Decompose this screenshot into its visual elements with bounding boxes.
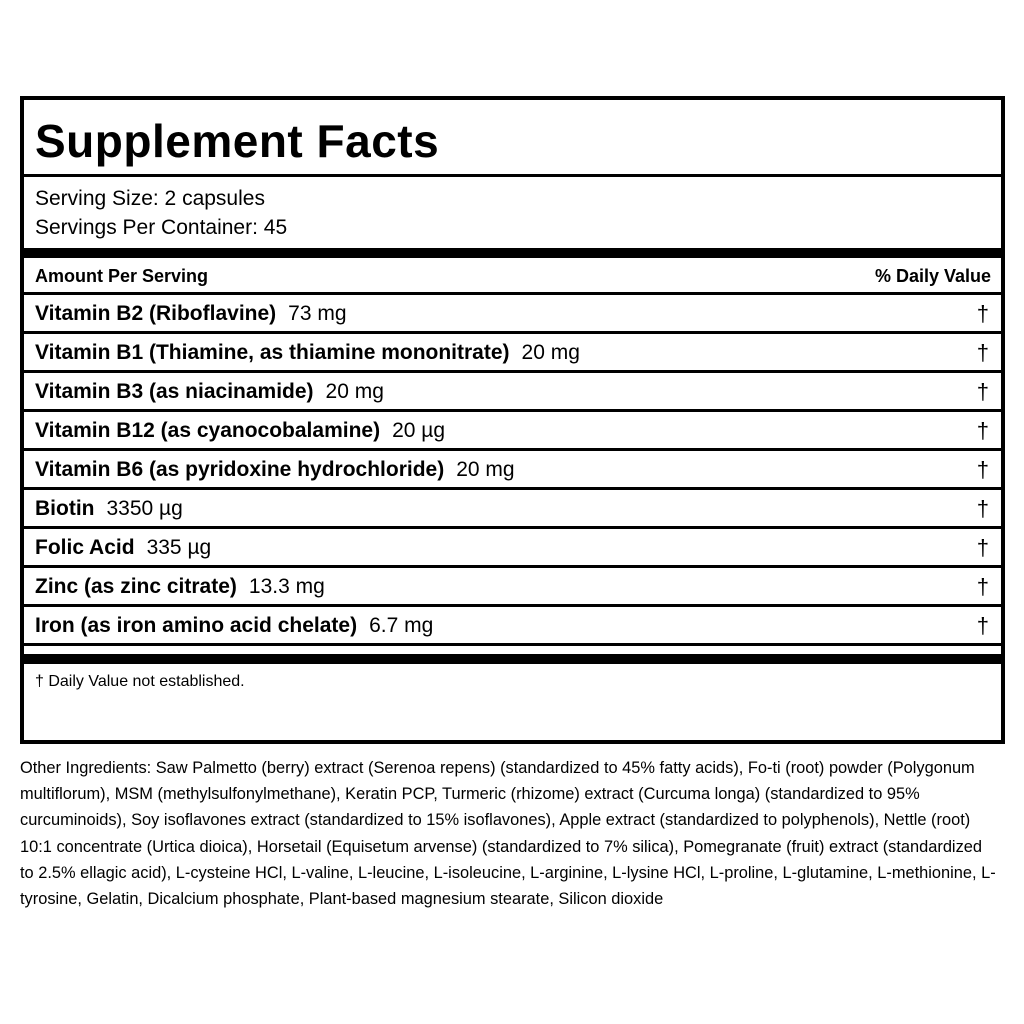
- nutrient-name: Biotin: [35, 497, 95, 520]
- nutrient-name: Vitamin B1 (Thiamine, as thiamine mononitrate): [35, 341, 510, 364]
- nutrient-amount: 20 mg: [456, 458, 515, 481]
- nutrient-row: [24, 334, 1001, 373]
- nutrient-row: [24, 490, 1001, 529]
- daily-value-dagger: †: [976, 301, 989, 326]
- nutrient-name: Iron (as iron amino acid chelate): [35, 614, 358, 637]
- nutrient-row: [24, 412, 1001, 451]
- daily-value-dagger: †: [976, 613, 989, 638]
- nutrient-amount: 6.7 mg: [369, 614, 434, 637]
- daily-value-dagger: †: [976, 574, 989, 599]
- daily-value-dagger: †: [976, 496, 989, 521]
- amount-per-serving-label: Amount Per Serving: [35, 266, 209, 286]
- nutrient-row: [24, 529, 1001, 568]
- serving-info: [24, 177, 1001, 248]
- nutrient-row: [24, 451, 1001, 490]
- nutrient-name: Vitamin B6 (as pyridoxine hydrochloride): [35, 458, 445, 481]
- nutrient-row: [24, 373, 1001, 412]
- nutrient-amount: 3350 µg: [106, 497, 183, 520]
- nutrient-amount: 13.3 mg: [248, 575, 325, 598]
- other-ingredients: Other Ingredients: Saw Palmetto (berry) extract (Serenoa repens) (standardized to 45% fatty acids), Fo-ti (root) powder (Polygonum multiflorum), MSM (methylsulfonylmethane), Keratin PCP, Turmeric (rhizome) extract (Curcuma longa) (standardized to 95% curcuminoids), Soy isoflavones extract (standardized to 15% isoflavones), Apple extract (standardized to polyphenols), Nettle (root) 10:1 concentrate (Urtica dioica), Horsetail (Equisetum arvense) (standardized to 7% silica), Pomegranate (fruit) extract (standardized to 2.5% ellagic acid), L-cysteine HCl, L-valine, L-leucine, L-isoleucine, L-arginine, L-lysine HCl, L-proline, L-glutamine, L-methionine, L-tyrosine, Gelatin, Dicalcium phosphate, Plant-based magnesium stearate, Silicon dioxide: [20, 759, 996, 909]
- table-bottom-gap: [24, 646, 1001, 654]
- nutrient-amount: 73 mg: [288, 302, 347, 325]
- daily-value-label: % Daily Value: [874, 266, 991, 286]
- table-header: [24, 258, 1001, 295]
- nutrient-name: Vitamin B12 (as cyanocobalamine): [35, 419, 381, 442]
- nutrient-row: [24, 607, 1001, 646]
- nutrient-amount: 20 mg: [521, 341, 580, 364]
- nutrient-row: [24, 295, 1001, 334]
- thick-divider-bottom: [24, 654, 1001, 664]
- nutrient-name: Vitamin B3 (as niacinamide): [35, 380, 314, 403]
- nutrient-amount: 20 µg: [392, 419, 446, 442]
- nutrient-row: [24, 568, 1001, 607]
- daily-value-dagger: †: [976, 457, 989, 482]
- daily-value-dagger: †: [976, 418, 989, 443]
- nutrient-amount: 20 mg: [325, 380, 384, 403]
- nutrient-name: Vitamin B2 (Riboflavine): [35, 302, 277, 325]
- daily-value-footnote: † Daily Value not established.: [35, 673, 245, 690]
- panel-title: Supplement Facts: [35, 115, 440, 167]
- nutrient-amount: 335 µg: [146, 536, 212, 559]
- nutrient-name: Zinc (as zinc citrate): [35, 575, 237, 598]
- serving-size: Serving Size: 2 capsules: [35, 187, 265, 210]
- nutrient-name: Folic Acid: [35, 536, 135, 559]
- daily-value-dagger: †: [976, 340, 989, 365]
- daily-value-dagger: †: [976, 535, 989, 560]
- thick-divider-top: [24, 248, 1001, 258]
- servings-per-container: Servings Per Container: 45: [35, 216, 288, 239]
- supplement-facts-panel: [20, 96, 1005, 744]
- title-bar: [24, 100, 1001, 177]
- daily-value-dagger: †: [976, 379, 989, 404]
- footnote-area: [24, 664, 1001, 734]
